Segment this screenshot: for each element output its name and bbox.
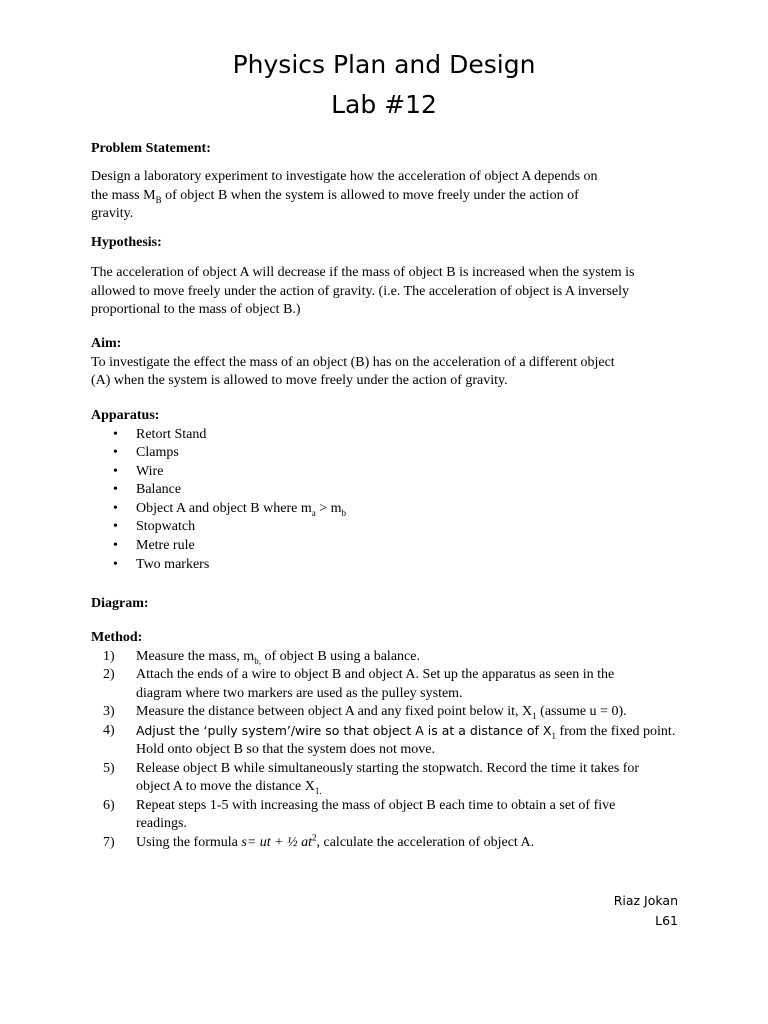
author-class: L61 xyxy=(655,913,678,928)
diagram-section xyxy=(91,595,691,614)
document-title: Physics Plan and Design xyxy=(232,50,536,79)
problem-statement-text xyxy=(91,168,691,224)
aim-line-2: (A) when the system is allowed to move freely under the action of gravity. xyxy=(91,373,508,388)
method-section xyxy=(91,629,691,852)
method-steps xyxy=(91,648,691,853)
hypothesis-section xyxy=(91,234,691,253)
bullet-icon: • xyxy=(113,556,118,572)
bullet-icon: • xyxy=(113,482,118,498)
list-item: • Object A and object B where $m_a > m_b$ xyxy=(113,500,347,518)
aim-line-1: To investigate the effect the mass of an object (B) has on the acceleration of a different object xyxy=(91,354,615,370)
list-item: 5) Release object B while simultaneously starting the stopwatch. Record the time it takes for object A to move the distance $X_{1.}$ xyxy=(103,760,640,796)
bullet-icon: • xyxy=(113,426,118,442)
kinematics-formula: s= ut + ½ at xyxy=(241,834,312,850)
problem-statement-heading: Problem Statement: xyxy=(91,141,211,156)
list-item: 6) Repeat steps 1-5 with increasing the mass of object B each time to obtain a set of five readings. xyxy=(103,797,616,831)
list-item: • Stopwatch xyxy=(91,518,691,537)
problem-line-1: Design a laboratory experiment to investigate how the acceleration of object A depends on xyxy=(91,169,598,184)
list-item: 2) Attach the ends of a wire to object B and object A. Set up the apparatus as seen in the diagram where two markers are used as the pulley system. xyxy=(103,667,615,701)
bullet-icon: • xyxy=(113,445,118,461)
list-item: 3) Measure the distance between object A and any fixed point below it, $X_1$ (assume u = 0). xyxy=(103,704,627,721)
list-item: • Wire xyxy=(91,463,691,482)
list-item: 4) Adjust the ‘pully system’/wire so that object A is at a distance of $X_1$ from the fixed point. Hold onto object B so that the system does not move. xyxy=(103,722,676,757)
aim-heading: Aim: xyxy=(91,336,122,351)
hypothesis-line-3: proportional to the mass of object B.) xyxy=(91,302,301,317)
list-item: • Two markers xyxy=(91,556,691,575)
list-item: 7) Using the formula s= ut + ½ $at^2$, calculate the acceleration of object A. xyxy=(103,831,535,850)
hypothesis-line-2: allowed to move freely under the action of gravity. (i.e. The acceleration of object is A inversely xyxy=(91,283,630,299)
bullet-icon: • xyxy=(113,463,118,479)
apparatus-list xyxy=(91,426,691,575)
method-heading: Method: xyxy=(91,630,143,645)
aim-section xyxy=(91,335,691,391)
bullet-icon: • xyxy=(113,519,118,535)
hypothesis-heading: Hypothesis: xyxy=(91,235,162,250)
list-item: • Clamps xyxy=(91,444,691,463)
problem-line-3: gravity. xyxy=(91,206,134,221)
bullet-icon: • xyxy=(113,538,118,554)
list-item: • Balance xyxy=(91,481,691,500)
hypothesis-line-1: The acceleration of object A will decrease if the mass of object B is increased when the system is xyxy=(91,265,635,280)
list-item: • Retort Stand xyxy=(91,426,691,445)
list-item: 1) Measure the mass, $m_{b,}$ of object B using a balance. xyxy=(103,648,420,666)
bullet-icon: • xyxy=(113,500,118,516)
hypothesis-text xyxy=(91,264,691,320)
diagram-heading: Diagram: xyxy=(91,596,149,611)
list-item: • Metre rule xyxy=(91,537,691,556)
apparatus-heading: Apparatus: xyxy=(91,408,160,423)
author-name: Riaz Jokan xyxy=(613,893,678,908)
apparatus-section xyxy=(91,407,691,574)
author-signature xyxy=(614,891,678,931)
problem-statement-section xyxy=(91,140,691,159)
problem-line-2: the mass $M_B$ of object B when the system is allowed to move freely under the action of xyxy=(91,187,579,205)
document-subtitle: Lab #12 xyxy=(331,90,437,119)
